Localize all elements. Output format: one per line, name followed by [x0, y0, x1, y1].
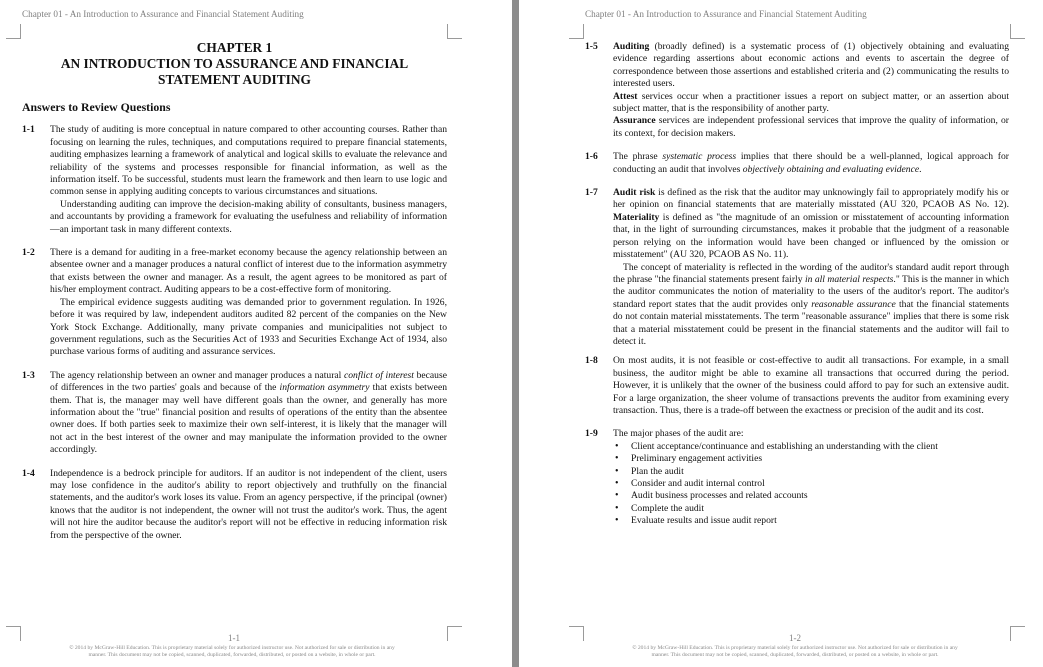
- document-page-2: [519, 0, 1043, 667]
- audit-phase-item: • Evaluate results and issue audit report: [631, 515, 1009, 527]
- chapter-title-line: AN INTRODUCTION TO ASSURANCE AND FINANCIAL: [60, 56, 409, 71]
- section-title: Answers to Review Questions: [22, 100, 171, 114]
- answer-1-2: [22, 247, 447, 359]
- answer-text: Attest services occur when a practitioner issues a report on subject matter, or an assertion about subject matter, that is the responsibility of another party.: [613, 90, 1009, 115]
- audit-phase-item: • Preliminary engagement activities: [631, 453, 1009, 465]
- audit-phase-item: • Complete the audit: [631, 503, 1009, 515]
- question-number: 1-5: [585, 41, 598, 52]
- question-number: 1-6: [585, 151, 598, 163]
- crop-mark: [1010, 24, 1025, 39]
- crop-mark: [1010, 626, 1025, 641]
- page-body: [585, 41, 1009, 528]
- audit-phase-item: • Client acceptance/continuance and establishing an understanding with the client: [631, 441, 1009, 453]
- audit-phases-list: [613, 441, 1009, 528]
- audit-phase-item: • Audit business processes and related accounts: [631, 490, 1009, 502]
- audit-phase-item: • Consider and audit internal control: [631, 478, 1009, 490]
- answer-text: The study of auditing is more conceptual in nature compared to other accounting courses. Rather than focusing on learning the rules, techniques, and computations required to prepare financial statements, auditing emphasizes learning a framework of analytical and logical skills to evaluate the relevance and reliability of the systems and processes responsible for financial information, as well as the information itself. To be successful, students must learn the framework and then learn to use logic and common sense in applying auditing concepts to various circumstances and situations.: [50, 124, 447, 198]
- answer-text: Auditing (broadly defined) is a systematic process of (1) objectively obtaining and evaluating evidence regarding assertions about economic actions and events to ascertain the degree of correspondence between those assertions and established criteria and (2) communicating the results to interested users.: [613, 41, 1009, 90]
- answer-text: There is a demand for auditing in a free-market economy because the agency relationship between an absentee owner and a manager produces a natural conflict of interest due to the information asymmetry that exists between the owner and manager. As a result, the agent agrees to be monitored as part of his/her employment contract. Auditing appears to be a cost-effective form of monitoring.: [50, 247, 447, 296]
- answer-1-7: [585, 187, 1009, 348]
- question-number: 1-9: [585, 428, 598, 440]
- answer-text: Independence is a bedrock principle for auditors. If an auditor is not independent of the client, users may lose confidence in the auditor's ability to report objectively and truthfully on the financial statements, and the auditor's work loses its value. From an agency perspective, if the principal (owner) knows that the auditor is not independent, the owner will not trust the auditor's work. Thus, the agent will not hire the auditor because the auditor's report will not be effective in reducing information risk from the perspective of the owner.: [50, 467, 447, 541]
- answer-1-4: [22, 468, 447, 542]
- page-gap: [512, 0, 519, 667]
- answer-text: The concept of materiality is reflected in the wording of the auditor's standard audit report through the phrase "the financial statements present fairly in all material respects." This is the manner in which the auditor communicates the notion of materiality to the users of the auditor's report. The auditor's standard report states that the audit provides only reasonable assurance that the financial statements do not contain material misstatements. The term "reasonable assurance" implies that there is some risk that a material misstatement could be present in the financial statements and the auditor will fail to detect it.: [613, 261, 1009, 347]
- answer-text: The agency relationship between an owner and manager produces a natural conflict of interest because of differences in the two parties' goals and because of the information asymmetry that exists between them. That is, the manager may well have different goals than the owner, and generally has more information about the "true" financial position and results of operations of the entity than the absentee owner does. If both parties seek to maximize their own self-interest, it is likely that the manager will not act in the best interest of the owner and may manipulate the information provided to the owner accordingly.: [50, 369, 447, 456]
- answer-text: The phrase systematic process implies that there should be a well-planned, logical approach for conducting an audit that involves objectively obtaining and evaluating evidence.: [613, 151, 1009, 175]
- crop-mark: [447, 24, 462, 39]
- question-number: 1-3: [22, 369, 35, 381]
- answer-text: Understanding auditing can improve the decision-making ability of consultants, business managers, and accountants by providing a framework for evaluating the usefulness and reliability of information—an important task in many different contexts.: [50, 198, 447, 235]
- answer-1-3: [22, 370, 447, 457]
- answer-1-9: [585, 428, 1009, 527]
- audit-phase-item: • Plan the audit: [631, 466, 1009, 478]
- copyright-footer: © 2014 by McGraw-Hill Education. This is proprietary material solely for authorized instructor use. Not authorized for sale or distribution in any manner. This document may not be copied, scanned, duplicated, forwarded, distributed, or posted on a website, in whole or part.: [69, 645, 395, 658]
- answer-text: Assurance services are independent professional services that improve the quality of information, or its context, for decision makers.: [613, 115, 1009, 139]
- running-header: Chapter 01 - An Introduction to Assurance and Financial Statement Auditing: [22, 9, 304, 19]
- copyright-footer: © 2014 by McGraw-Hill Education. This is proprietary material solely for authorized instructor use. Not authorized for sale or distribution in any manner. This document may not be copied, scanned, duplicated, forwarded, distributed, or posted on a website, in whole or part.: [632, 645, 958, 658]
- page-number: 1-2: [789, 633, 801, 643]
- crop-mark: [569, 24, 584, 39]
- question-number: 1-8: [585, 355, 598, 367]
- crop-mark: [447, 626, 462, 641]
- answer-text: The empirical evidence suggests auditing was demanded prior to government regulation. In 1926, before it was required by law, independent auditors audited 82 percent of the companies on the New York Stock Exchange. Additionally, many private companies and municipalities not subject to government regulations, such as the Securities Act of 1933 and Securities Exchange Act of 1934, also purchase various forms of auditing and assurance services.: [50, 296, 447, 358]
- answer-text: On most audits, it is not feasible or cost-effective to audit all transactions. For example, in a small business, the auditor might be able to examine all transactions that occurred during the period. However, it is unlikely that the owner of the business could afford to pay for such an extensive audit. For a large organization, the sheer volume of transactions prevents the auditor from examining every transaction. Thus, there is a trade-off between the exactness or precision of the audit and its cost.: [613, 355, 1009, 416]
- document-page-1: [0, 0, 512, 667]
- question-number: 1-4: [22, 467, 35, 479]
- answer-1-6: [585, 151, 1009, 176]
- crop-mark: [569, 626, 584, 641]
- question-number: 1-2: [22, 247, 35, 259]
- chapter-title-line: STATEMENT AUDITING: [158, 72, 311, 87]
- chapter-number: CHAPTER 1: [196, 40, 273, 55]
- answer-text: The major phases of the audit are:: [613, 428, 744, 440]
- crop-mark: [6, 24, 21, 39]
- crop-mark: [6, 626, 21, 641]
- answer-text: Audit risk is defined as the risk that the auditor may unknowingly fail to appropriately modify his or her opinion on financial statements that are materially misstated (AU 320, PCAOB AS No. 12). Materiality is defined as "the magnitude of an omission or misstatement of accounting information that, in the light of surrounding circumstances, makes it probable that the judgment of a reasonable person relying on the information would have been changed or influenced by the omission or misstatement" (AU 320, PCAOB AS No. 11).: [613, 187, 1009, 261]
- answer-1-5: [585, 41, 1009, 140]
- answer-1-8: [585, 355, 1009, 417]
- page-body: [22, 40, 447, 542]
- chapter-heading: [22, 40, 447, 88]
- answer-1-1: [22, 124, 447, 236]
- question-number: 1-7: [585, 187, 598, 199]
- question-number: 1-1: [22, 124, 35, 136]
- page-number: 1-1: [228, 633, 240, 643]
- running-header: Chapter 01 - An Introduction to Assurance and Financial Statement Auditing: [585, 9, 867, 19]
